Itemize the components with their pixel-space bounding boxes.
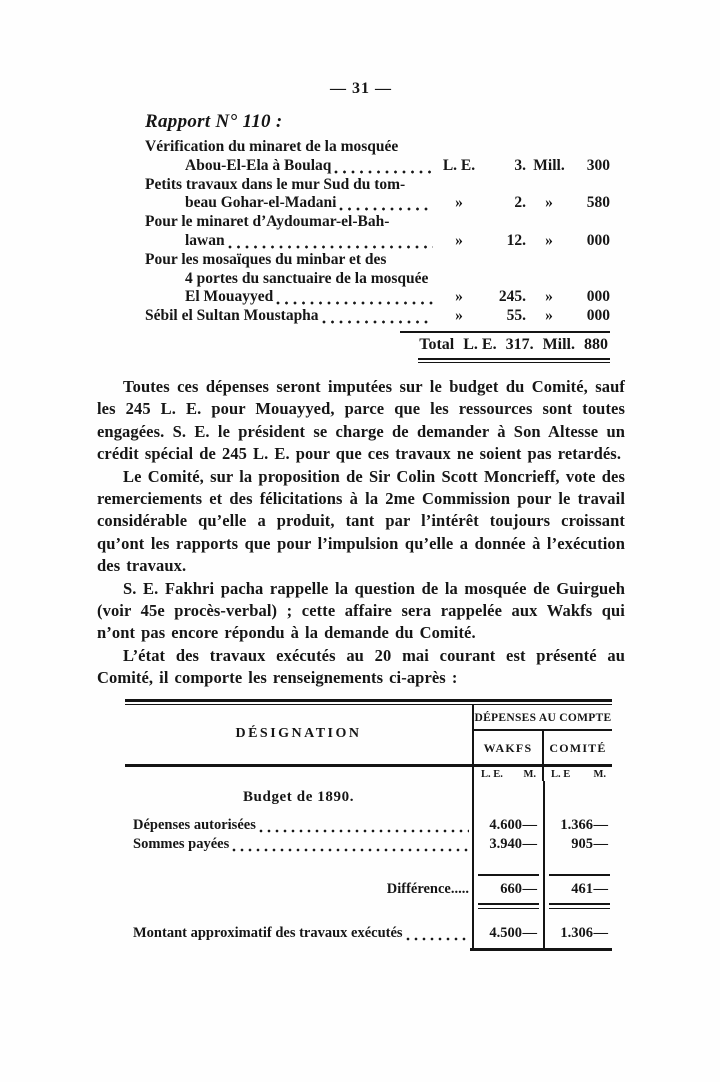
currency-label: » [455,194,463,212]
comite-value: 905 [571,835,593,852]
row-label-cell [125,880,472,899]
body-paragraph: Toutes ces dépenses seront imputées sur le budget du Comité, sauf les 245 L. E. pour Mouayyed, parce que les ressources sont toutes engagées. S. E. le président se charge de demander à Son Altesse un crédit spécial de 245 L. E. pour que ces travaux ne soient pas retardés. [97,376,625,464]
expense-text: Abou-El-Ela à Boulaq [185,156,332,174]
numeric-cells [472,781,614,816]
comite-mill-value: — [593,924,608,941]
table-row [125,781,612,816]
dot-leader [228,238,433,251]
wakfs-value: 660 [500,880,522,897]
expense-text: Pour les mosaïques du minbar et des [145,250,387,268]
table-row [125,920,612,948]
comite-cell [543,781,614,816]
pounds-value: 55. [506,307,526,325]
expense-text: El Mouayyed [185,288,274,306]
body-paragraph: Le Comité, sur la proposition de Sir Colin Scott Moncrieff, vote des remerciements et des félicitations à la 2me Commission pour le travail considérable qu’elle a produit, tant par l’intérêt toujours croissant qu’ont les rapports que pour l’impulsion qu’elle a donnée à l’exécution des travaux. [97,466,625,576]
expense-line [145,157,610,176]
comite-cell [543,920,614,948]
expense-line [145,194,610,213]
table-row [125,816,612,835]
expense-text: Sébil el Sultan Moustapha [145,307,319,325]
currency-label: » [455,231,463,249]
expense-line [145,288,610,307]
section-title: Budget de 1890. [242,788,355,805]
mill-label: » [545,288,553,306]
table-row [125,880,612,899]
designation-header: DÉSIGNATION [235,726,362,742]
comite-units [542,767,612,781]
row-label: Dépenses autorisées [133,816,256,833]
mill-value: 580 [586,194,610,212]
wakfs-m-unit: M. [523,768,536,780]
row-label: Sommes payées [133,835,230,852]
body-text [97,376,625,690]
wakfs-cell [474,920,543,948]
total-label: Total [419,335,455,353]
wakfs-cell [474,870,543,880]
expense-line [145,176,610,195]
pounds-value: 245. [498,288,526,306]
comite-mill-value: — [593,816,608,833]
dot-leader [259,823,469,835]
table-bottom-rule [470,948,612,951]
total-row [145,333,610,357]
wakfs-mill-value: — [522,835,537,852]
total-currency: L. E. [463,335,497,353]
row-label-cell [125,854,472,870]
body-paragraph: S. E. Fakhri pacha rappelle la question de la mosquée de Guirgueh (voir 45e procès-verbal) ; cette affaire sera rappelée aux Wakfs qui n’ont pas encore répondu à la demande du Comité. [97,578,625,643]
table-row [125,835,612,854]
row-label-cell [125,913,472,920]
comite-cell [543,913,614,920]
comite-header: COMITÉ [542,731,612,764]
expense-text: Vérification du minaret de la mosquée [145,138,399,155]
column-rule [549,903,610,909]
mill-label: » [545,194,553,212]
numeric-cells [472,899,614,913]
numeric-cells [472,835,614,854]
numeric-cells [472,920,614,948]
wakfs-header: WAKFS [483,740,533,755]
table-bottom [125,948,612,951]
wakfs-mill-value: — [522,816,537,833]
total-mill-value: 880 [584,335,608,353]
units-row [125,767,612,781]
column-rule [549,874,610,876]
dot-leader [276,294,433,307]
dot-leader [406,931,469,943]
currency-label: » [455,288,463,306]
mill-value: 000 [586,288,610,306]
dot-leader [322,313,433,326]
table-row [125,854,612,870]
comite-cell [543,835,614,854]
wakfs-units [474,767,542,781]
wakfs-mill-value: — [522,924,537,941]
wakfs-cell [474,913,543,920]
expense-text: Pour le minaret d’Aydoumar-el-Bah- [145,213,390,231]
mill-value: 000 [586,307,610,325]
wakfs-cell [474,899,543,913]
expense-list [145,138,610,326]
dot-leader [232,842,469,854]
comite-cell [543,854,614,870]
comite-cell [543,870,614,880]
row-label-cell [125,835,472,854]
expense-line [145,138,610,157]
comite-mill-value: — [593,880,608,897]
comite-mill-value: — [593,835,608,852]
numeric-cells [472,880,614,899]
row-label-cell [125,870,472,880]
currency-label: » [455,307,463,325]
numeric-cells [472,816,614,835]
wakfs-value: 4.500 [489,924,522,941]
wakfs-cell [474,816,543,835]
pounds-value: 2. [514,194,526,212]
expense-line [145,251,610,270]
units-spacer [125,767,472,781]
dot-leader [339,200,433,213]
expense-text: lawan [185,231,225,249]
row-label-cell [125,816,472,835]
wakfs-cell [474,880,543,899]
column-rule [478,903,539,909]
table-body [125,781,612,948]
mill-value: 000 [586,231,610,249]
numeric-cells [472,913,614,920]
status-table [125,699,612,951]
table-row [125,913,612,920]
wakfs-value: 3.940 [489,835,522,852]
row-label: Montant approximatif des travaux exécutés [133,924,403,941]
bottom-spacer [125,948,470,951]
wakfs-cell [474,854,543,870]
pounds-value: 3. [514,156,526,174]
row-label-cell [125,781,472,816]
table-row [125,870,612,880]
mill-value: 300 [586,156,610,174]
expense-text: 4 portes du sanctuaire de la mosquée [185,269,429,287]
comite-cell [543,816,614,835]
wakfs-mill-value: — [522,880,537,897]
expense-line [145,213,610,232]
column-rule [478,874,539,876]
total-block [145,331,610,363]
comite-cell [543,880,614,899]
units-cells [472,767,612,781]
numeric-cells [472,854,614,870]
total-mill-label: Mill. [542,335,575,353]
expense-text: Petits travaux dans le mur Sud du tom- [145,175,406,193]
wakfs-cell [474,781,543,816]
page-number: — 31 — [330,80,392,97]
pounds-value: 12. [506,231,526,249]
table-header [125,705,612,764]
dot-leader [334,163,433,176]
wakfs-cell [474,835,543,854]
mill-label: » [545,231,553,249]
total-amount: 317. [505,335,534,353]
depenses-header-group [472,705,612,764]
comite-m-unit: M. [593,768,606,780]
comite-le-unit: L. E [551,768,571,780]
expense-line [145,232,610,251]
table-row [125,899,612,913]
total-rule-bottom [418,358,610,363]
subcolumn-headers [474,731,612,764]
currency-label: L. E. [442,156,476,174]
mill-label: Mill. [533,156,565,174]
body-paragraph: L’état des travaux exécutés au 20 mai courant est présenté au Comité, il comporte les renseignements ci-après : [97,645,625,688]
comite-value: 461 [571,880,593,897]
wakfs-value: 4.600 [489,816,522,833]
expense-text: beau Gohar-el-Madani [185,194,337,212]
numeric-cells [472,870,614,880]
row-label: Différence..... [386,880,469,897]
report-title: Rapport N° 110 : [145,111,283,132]
comite-value: 1.306 [560,924,593,941]
comite-cell [543,899,614,913]
group-header: DÉPENSES AU COMPTE [474,705,612,731]
row-label-cell [125,920,472,948]
row-label-cell [125,899,472,913]
mill-label: » [545,307,553,325]
comite-value: 1.366 [560,816,593,833]
expense-line [145,270,610,289]
expense-line [145,307,610,326]
wakfs-le-unit: L. E. [481,768,503,780]
